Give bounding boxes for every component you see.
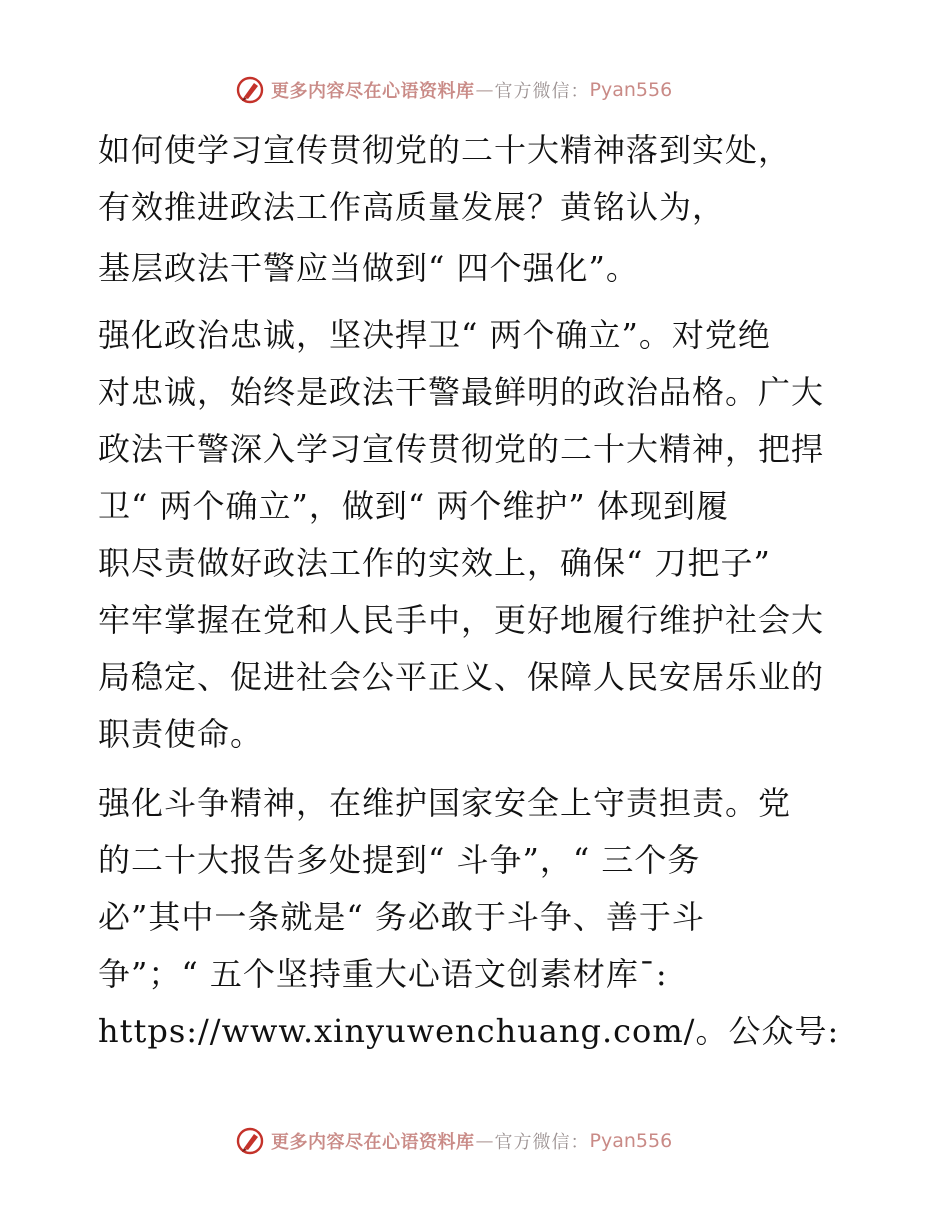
pen-logo-icon <box>235 75 265 105</box>
watermark-title: 更多内容尽在心语资料库 <box>271 81 475 102</box>
text-line: 的二十大报告多处提到“ 斗争”，“ 三个务 <box>98 841 701 879</box>
text-line: 强化政治忠诚，坚决捍卫“ 两个确立”。对党绝 <box>98 316 771 354</box>
paragraph-intro <box>98 122 868 236</box>
text-line: 如何使学习宣传贯彻党的二十大精神落到实处， <box>98 131 792 169</box>
watermark-dash: — <box>475 79 494 101</box>
watermark-wechat-id: Pyan556 <box>589 79 673 101</box>
text-line: 局稳定、促进社会公平正义、保障人民安居乐业的 <box>98 658 825 696</box>
paragraph-four-strengthen <box>98 240 868 297</box>
text-line: https://www.xinyuwenchuang.com/。公众号: <box>98 1012 840 1050</box>
watermark-official-label: 官方微信： <box>494 1132 590 1153</box>
watermark-dash: — <box>475 1130 494 1152</box>
watermark-title: 更多内容尽在心语资料库 <box>271 1132 475 1153</box>
text-line: 有效推进政法工作高质量发展？黄铭认为， <box>98 188 726 226</box>
pen-logo-icon <box>235 1126 265 1156</box>
watermark-official-label: 官方微信： <box>494 81 590 102</box>
text-line: 基层政法干警应当做到“ 四个强化”。 <box>98 249 639 287</box>
text-line: 对忠诚，始终是政法干警最鲜明的政治品格。广大 <box>98 373 825 411</box>
text-line: 政法干警深入学习宣传贯彻党的二十大精神，把捍 <box>98 430 825 468</box>
text-line: 强化斗争精神，在维护国家安全上守责担责。党 <box>98 784 792 822</box>
document-body <box>98 122 868 1060</box>
footer-watermark <box>235 1124 672 1158</box>
paragraph-political-loyalty <box>98 307 868 763</box>
text-line: 职尽责做好政法工作的实效上，确保“ 刀把子” <box>98 544 771 582</box>
paragraph-fighting-spirit <box>98 775 868 1060</box>
text-line: 必”其中一条就是“ 务必敢于斗争、善于斗 <box>98 898 705 936</box>
text-line: 卫“ 两个确立”，做到“ 两个维护” 体现到履 <box>98 487 729 525</box>
header-watermark <box>235 73 672 107</box>
watermark-wechat-id: Pyan556 <box>589 1130 673 1152</box>
text-line: 牢牢掌握在党和人民手中，更好地履行维护社会大 <box>98 601 825 639</box>
text-line: 争”；“ 五个坚持重大心语文创素材库¯: <box>98 955 668 993</box>
text-line: 职责使命。 <box>98 715 264 753</box>
